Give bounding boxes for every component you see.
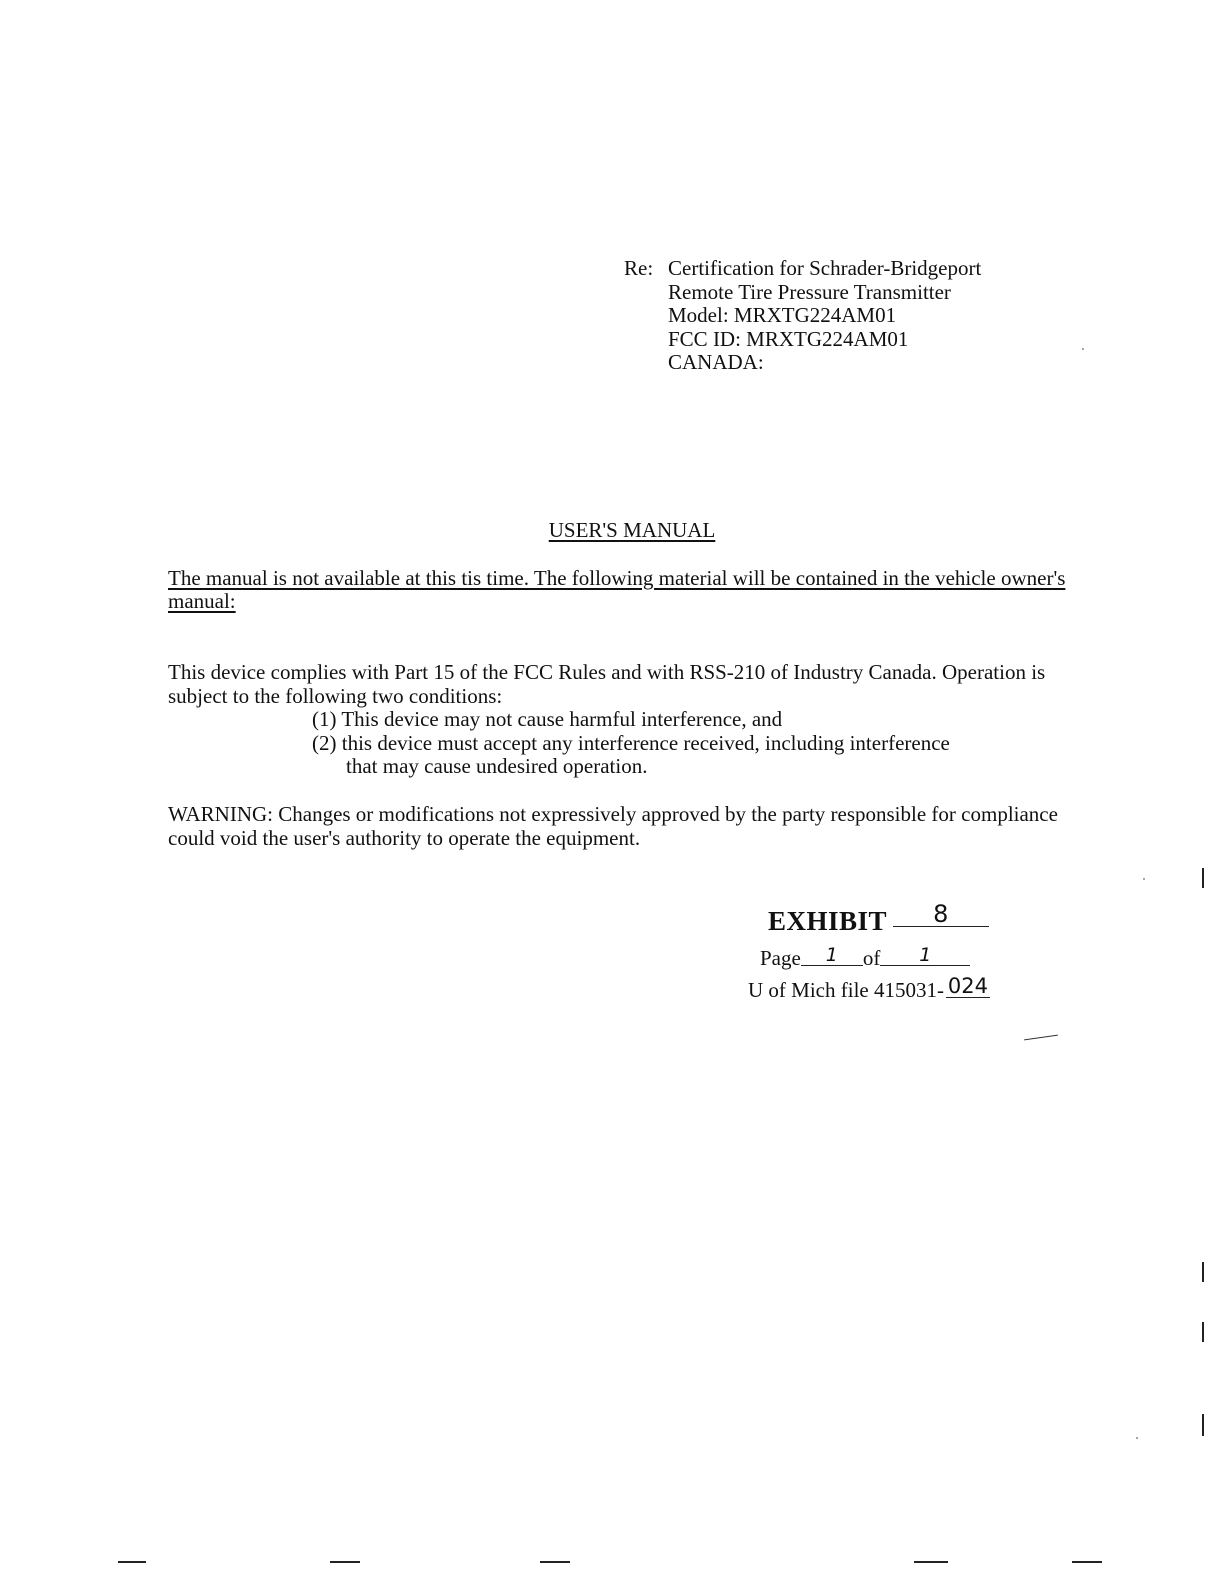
file-suffix: 024 [947, 974, 989, 998]
scan-edge-mark [914, 1561, 948, 1563]
exhibit-number: 8 [893, 902, 989, 927]
exhibit-file-line [748, 974, 990, 1003]
re-line: CANADA: [668, 350, 764, 374]
page-number: 1 [801, 946, 863, 966]
condition-2: (2) this device must accept any interference received, including interference [312, 730, 950, 755]
scan-dot [1082, 348, 1084, 350]
condition-1: (1) This device may not cause harmful interference, and [312, 707, 783, 731]
scan-mark-stroke [1024, 1035, 1058, 1041]
re-line: Remote Tire Pressure Transmitter [668, 279, 951, 304]
re-lines [668, 257, 981, 375]
re-line: Certification for Schrader-Bridgeport [668, 256, 982, 280]
scan-dot [1136, 1437, 1138, 1439]
warning-text: WARNING: Changes or modifications not expressively approved by the party responsible for compliance could void the user's authority to operate the equipment. [168, 802, 1058, 850]
scan-edge-mark [118, 1561, 146, 1563]
availability-notice: The manual is not available at this tis time. The following material will be contained in the vehicle owner's manual: [168, 566, 1066, 613]
page-total: 1 [880, 946, 970, 966]
re-line: FCC ID: MRXTG224AM01 [668, 326, 909, 351]
file-label: U of Mich file 415031- [748, 978, 944, 1002]
scan-mark [1202, 1262, 1204, 1282]
exhibit-label: EXHIBIT [768, 906, 888, 936]
page-title: USER'S MANUAL [548, 518, 716, 542]
page-label: Page [760, 946, 801, 970]
exhibit-stamp [768, 900, 989, 937]
conditions-list [312, 708, 950, 779]
re-line: Model: MRXTG224AM01 [668, 303, 897, 327]
compliance-intro: This device complies with Part 15 of the FCC Rules and with RSS-210 of Industry Canada. Operation is subject to the following two conditions: [168, 660, 1046, 708]
scan-edge-mark [1072, 1561, 1102, 1563]
re-label: Re: [624, 256, 654, 280]
scan-mark [1202, 868, 1204, 888]
scan-edge-mark [330, 1561, 360, 1563]
scan-mark [1202, 1322, 1204, 1342]
scan-mark [1202, 1414, 1204, 1436]
scan-dot [1143, 878, 1145, 880]
of-label: of [862, 946, 881, 970]
condition-2-continued: that may cause undesired operation. [346, 754, 648, 778]
exhibit-page-line [760, 946, 970, 971]
scan-edge-mark [540, 1561, 570, 1563]
